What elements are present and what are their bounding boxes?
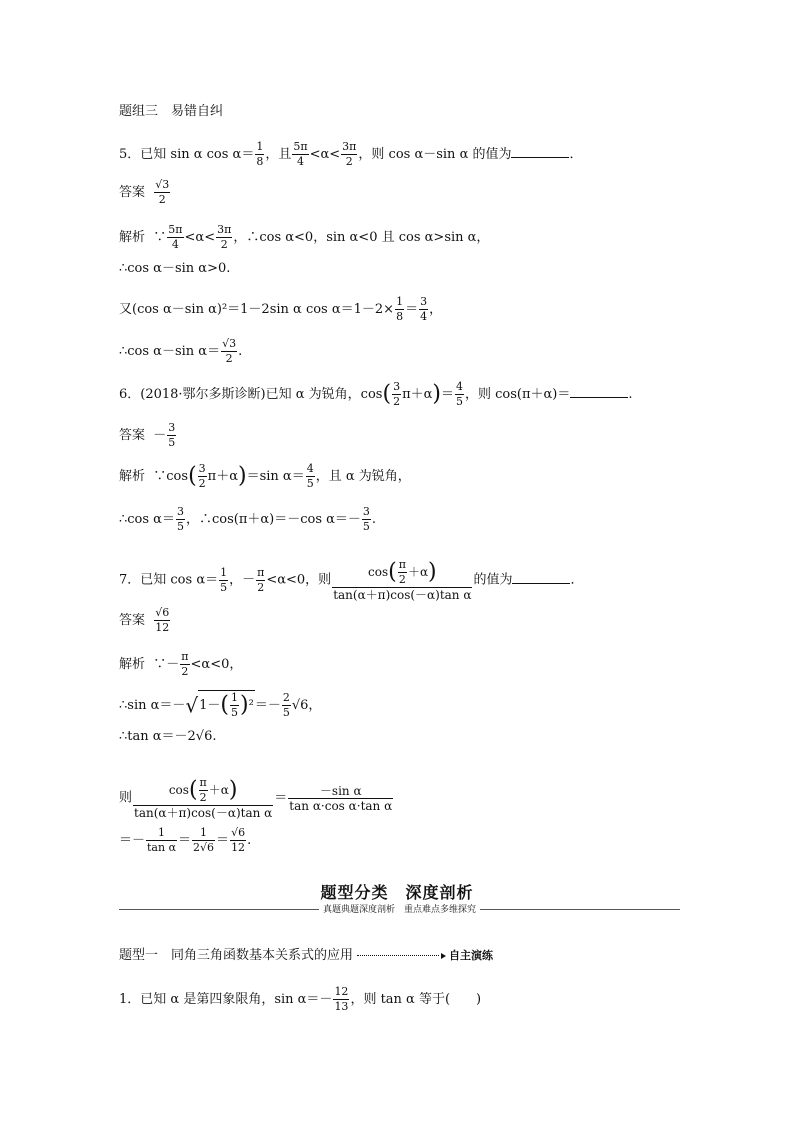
self-practice-badge: 自主演练 <box>449 949 494 962</box>
answer-7: 答案 $\frac{√6}{12}$ <box>119 606 170 634</box>
fraction: $\frac{1}{5}$ <box>220 565 228 594</box>
solution-7-line-5: ＝－ $\frac{1}{\text{tan α}}$ ＝ $\frac{1}{2√6}$ ＝ $\frac{√6}{12}$ . <box>119 826 252 854</box>
question-5: 5．已知 sin α cos α＝ $\frac{1}{8}$ ，且 $\frac{5\pi}{4}$ <α< $\frac{3\pi}{2}$ ，则 cos α－sin α 的值为 ． <box>119 140 583 168</box>
type-1-heading: 题型一 同角三角函数基本关系式的应用 自主演练 <box>119 948 494 963</box>
solution-7-line-1: 解析 ∵－ $\frac{\pi}{2}$ <α<0， <box>119 650 243 678</box>
fraction: $\frac{3}{4}$ <box>420 295 428 323</box>
fraction: $\frac{4}{5}$ <box>456 380 463 408</box>
fraction: $\frac{5\pi}{4}$ <box>168 223 183 251</box>
section-title: 题型分类 深度剖析 <box>320 883 474 902</box>
group-heading: 题组三 易错自纠 <box>119 104 224 119</box>
fraction: $\frac{√3}{2}$ <box>222 337 237 365</box>
section-subtitle-bar <box>119 904 680 916</box>
solution-5-line-4: ∴cos α－sin α＝ $\frac{√3}{2}$ . <box>119 337 243 365</box>
question-7: 7．已知 cos α＝ $\frac{1}{5}$ ，－ $\frac{\pi}{2}$ <α<0，则 cos( $\frac{\pi}{2}$ ＋α) tan(α＋π)cos(－α)tan α 的值为 ． <box>119 558 584 602</box>
fraction: $\frac{\text{－sin α}}{\text{tan α·cos α·tan α}}$ <box>289 783 393 813</box>
arrow-icon <box>441 953 446 959</box>
answer-6: 答案 － $\frac{3}{5}$ <box>119 421 176 449</box>
fraction: $\frac{√6}{12}$ <box>155 606 170 634</box>
solution-7-line-2: ∴sin α＝－√1－( $\frac{1}{5}$ )²＝－ $\frac{2}{5}$ √6， <box>119 691 322 719</box>
fraction: $\frac{1}{5}$ <box>231 691 239 719</box>
fraction: $\frac{\pi}{2}$ <box>257 565 265 594</box>
fraction: $\frac{1}{2√6}$ <box>193 826 215 854</box>
section-subtitle: 真题典题深度剖析 重点难点多维探究 <box>319 905 480 915</box>
fraction: $\frac{4}{5}$ <box>306 462 314 490</box>
fraction: $\frac{\pi}{2}$ <box>199 776 207 804</box>
fraction: cos( $\frac{\pi}{2}$ ＋α) tan(α＋π)cos(－α)tan α <box>333 558 472 602</box>
question-1: 1．已知 α 是第四象限角，sin α＝－ $\frac{12}{13}$ ，则 tan α 等于( ) <box>119 985 482 1013</box>
fraction: $\frac{\pi}{2}$ <box>398 558 406 586</box>
fraction: $\frac{3}{5}$ <box>168 421 176 449</box>
fraction: $\frac{3}{5}$ <box>362 505 370 533</box>
fraction: $\frac{√3}{2}$ <box>155 178 170 206</box>
answer-blank[interactable] <box>512 571 570 584</box>
fraction: $\frac{3\pi}{2}$ <box>217 223 232 251</box>
solution-6-line-1: 解析 ∵cos( $\frac{3}{2}$ π＋α)＝sin α＝ $\frac{4}{5}$ ，且 α 为锐角， <box>119 462 411 490</box>
fraction: $\frac{5\pi}{4}$ <box>293 140 308 168</box>
fraction: $\frac{2}{5}$ <box>282 691 290 719</box>
fraction: $\frac{1}{8}$ <box>256 140 264 168</box>
fraction: $\frac{3}{2}$ <box>198 462 206 490</box>
solution-5-line-2: ∴cos α－sin α>0. <box>119 261 231 276</box>
dotted-leader <box>357 955 439 956</box>
fraction: $\frac{√6}{12}$ <box>231 826 246 854</box>
answer-5: 答案 $\frac{√3}{2}$ <box>119 178 170 206</box>
fraction: cos( $\frac{\pi}{2}$ ＋α) tan(α＋π)cos(－α)tan α <box>134 776 273 820</box>
fraction: $\frac{1}{\text{tan α}}$ <box>147 826 177 854</box>
fraction: $\frac{\pi}{2}$ <box>181 650 189 678</box>
answer-blank[interactable] <box>570 385 628 398</box>
solution-6-line-2: ∴cos α＝ $\frac{3}{5}$ ，∴cos(π＋α)＝－cos α＝－ $\frac{3}{5}$ . <box>119 505 377 533</box>
question-6: 6．(2018·鄂尔多斯诊断)已知 α 为锐角，cos( $\frac{3}{2}$ π＋α)＝ $\frac{4}{5}$ ，则 cos(π＋α)＝ . <box>119 380 633 408</box>
solution-7-line-4: 则 cos( $\frac{\pi}{2}$ ＋α) tan(α＋π)cos(－α)tan α ＝ $\frac{\text{－sin α}}{\text{tan α·cos α·tan α}}$ <box>119 776 393 820</box>
answer-blank[interactable] <box>511 145 569 158</box>
fraction: $\frac{12}{13}$ <box>334 985 349 1013</box>
fraction: $\frac{3}{2}$ <box>393 380 401 408</box>
solution-7-line-3: ∴tan α＝－2√6. <box>119 729 217 744</box>
fraction: $\frac{3}{5}$ <box>176 505 184 533</box>
fraction: $\frac{3\pi}{2}$ <box>342 140 357 168</box>
fraction: $\frac{1}{8}$ <box>396 295 404 323</box>
solution-5-line-3: 又(cos α－sin α)²＝1－2sin α cos α＝1－2× $\frac{1}{8}$ ＝ $\frac{3}{4}$ ， <box>119 295 443 323</box>
solution-5-line-1: 解析 ∵ $\frac{5\pi}{4}$ <α< $\frac{3\pi}{2}$ ，∴cos α<0，sin α<0 且 cos α>sin α， <box>119 223 490 251</box>
